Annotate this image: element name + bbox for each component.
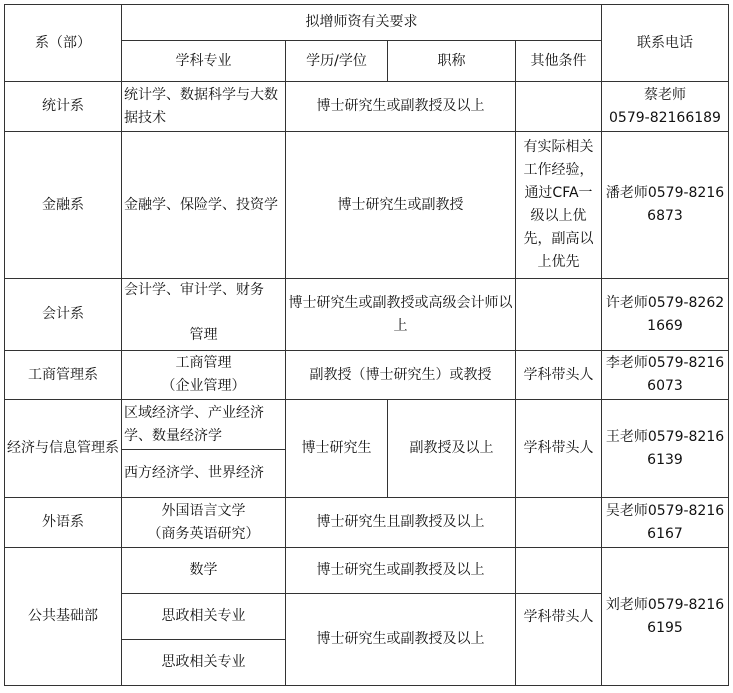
- contact-cell: 王老师0579-82166139: [602, 400, 729, 498]
- table-row: [5, 132, 729, 279]
- requirement-cell: 博士研究生或副教授及以上: [286, 594, 516, 686]
- other-cell: 学科带头人: [516, 400, 602, 498]
- major-cell: 西方经济学、世界经济: [122, 450, 286, 498]
- header-major: 学科专业: [122, 41, 286, 82]
- degree-cell: 博士研究生: [286, 400, 388, 498]
- table-row: [5, 351, 729, 400]
- other-cell: 学科带头人: [516, 351, 602, 400]
- header-dept: 系（部）: [5, 5, 122, 82]
- contact-cell: 李老师0579-82166073: [602, 351, 729, 400]
- major-cell: 金融学、保险学、投资学: [122, 132, 286, 279]
- header-other: 其他条件: [516, 41, 602, 82]
- header-contact: 联系电话: [602, 5, 729, 82]
- requirement-cell: 博士研究生且副教授及以上: [286, 498, 516, 548]
- requirement-cell: 博士研究生或副教授及以上: [286, 548, 516, 594]
- major-cell: 统计学、数据科学与大数据技术: [122, 82, 286, 132]
- header-requirements: 拟增师资有关要求: [122, 5, 602, 41]
- major-cell: [122, 351, 286, 400]
- major-line: 会计学、审计学、财务: [124, 282, 264, 298]
- major-cell: 区域经济学、产业经济学、数量经济学: [122, 400, 286, 450]
- table-row: [5, 400, 729, 450]
- requirement-cell: 博士研究生或副教授或高级会计师以上: [286, 279, 516, 351]
- major-line: （商务英语研究）: [147, 525, 260, 542]
- major-cell: 思政相关专业: [122, 640, 286, 686]
- major-line: 工商管理: [175, 355, 232, 371]
- contact-phone: 0579-82166189: [609, 109, 721, 126]
- contact-cell: 许老师0579-82621669: [602, 279, 729, 351]
- dept-cell: 经济与信息管理系: [5, 400, 122, 498]
- header-degree: 学历/学位: [286, 41, 388, 82]
- major-cell: [122, 279, 286, 351]
- requirement-cell: 博士研究生或副教授: [286, 132, 516, 279]
- contact-cell: [602, 82, 729, 132]
- major-line: 外国语言文学: [161, 502, 246, 519]
- header-title: 职称: [388, 41, 516, 82]
- contact-cell: 潘老师0579-82166873: [602, 132, 729, 279]
- requirement-cell: 博士研究生或副教授及以上: [286, 82, 516, 132]
- major-line: （企业管理）: [161, 378, 246, 394]
- table-row: [5, 279, 729, 351]
- table-row: [5, 498, 729, 548]
- major-cell: 思政相关专业: [122, 594, 286, 640]
- dept-cell: 外语系: [5, 498, 122, 548]
- contact-name: 蔡老师: [644, 86, 686, 103]
- other-cell: [516, 82, 602, 132]
- contact-cell: 吴老师0579-82166167: [602, 498, 729, 548]
- other-cell: [516, 498, 602, 548]
- other-cell: 学科带头人: [516, 594, 602, 686]
- table-row: [5, 548, 729, 594]
- major-cell: 数学: [122, 548, 286, 594]
- dept-cell: 会计系: [5, 279, 122, 351]
- major-cell: [122, 498, 286, 548]
- dept-cell: 统计系: [5, 82, 122, 132]
- major-line: 管理: [189, 327, 218, 343]
- recruitment-table: [4, 4, 729, 686]
- other-cell: [516, 279, 602, 351]
- other-cell: [516, 548, 602, 594]
- dept-cell: 工商管理系: [5, 351, 122, 400]
- other-cell: 有实际相关工作经验，通过CFA一级以上优先，副高以上优先: [516, 132, 602, 279]
- requirement-cell: 副教授（博士研究生）或教授: [286, 351, 516, 400]
- table-row: [5, 82, 729, 132]
- title-cell: 副教授及以上: [388, 400, 516, 498]
- contact-cell: 刘老师0579-82166195: [602, 548, 729, 686]
- dept-cell: 公共基础部: [5, 548, 122, 686]
- dept-cell: 金融系: [5, 132, 122, 279]
